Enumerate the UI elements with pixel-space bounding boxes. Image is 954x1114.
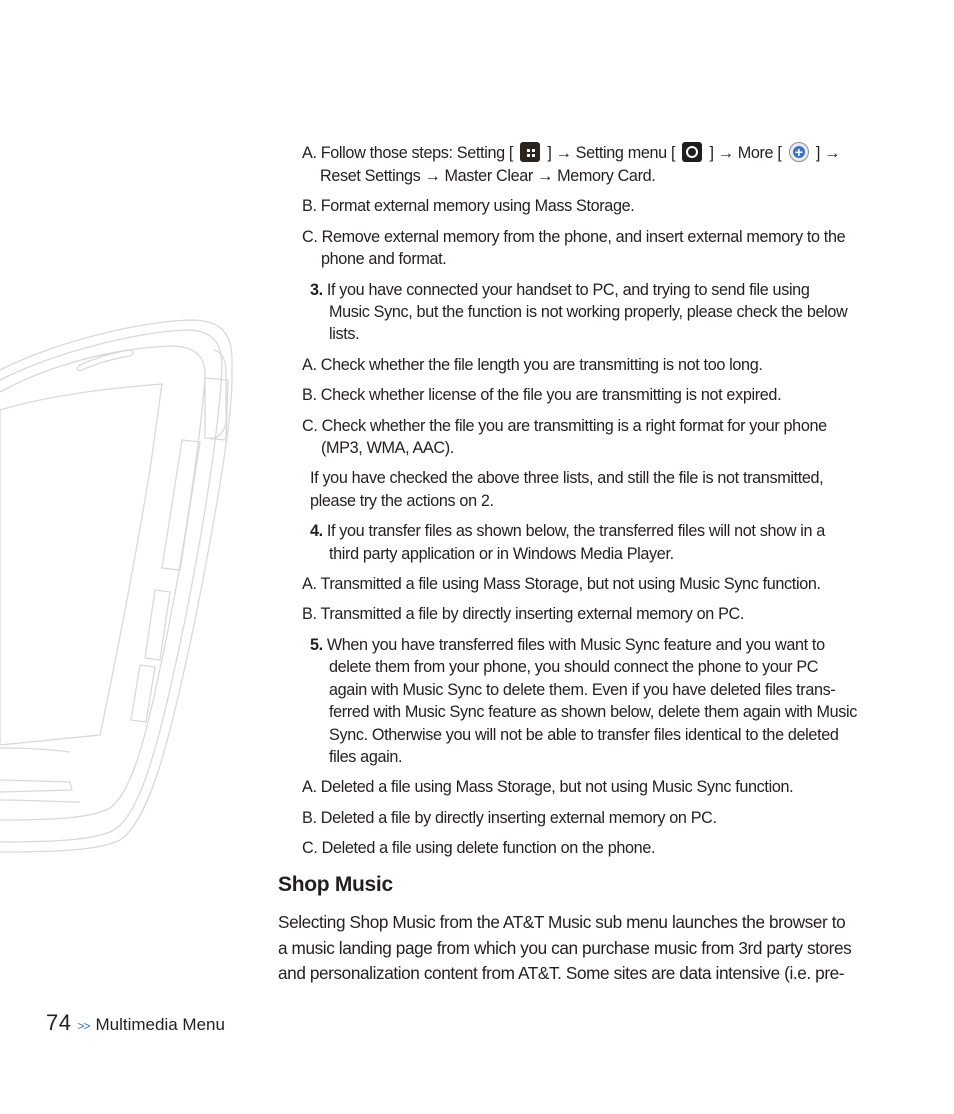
item-number: 5. xyxy=(310,636,323,654)
section-paragraph-line: and personalization content from AT&T. Some sites are data intensive (i.e. pre- xyxy=(278,963,845,983)
numbered-item-5-cont: files again. xyxy=(329,748,403,766)
more-plus-icon xyxy=(789,142,809,162)
item-text: If you have connected your handset to PC, and trying to send file using xyxy=(326,281,810,299)
item-text: If you transfer files as shown below, the transferred files will not show in a xyxy=(326,522,825,540)
note-text: If you have checked the above three lists, and still the file is not transmitted, xyxy=(310,469,824,487)
numbered-item-3-cont: lists. xyxy=(329,325,360,343)
section-heading: Shop Music xyxy=(278,873,393,896)
numbered-item-5 xyxy=(310,634,825,656)
item-text: When you have transferred files with Music Sync feature and you want to xyxy=(326,636,825,654)
page-number: 74 xyxy=(46,1010,72,1035)
section-paragraph-line: Selecting Shop Music from the AT&T Music sub menu launches the browser to xyxy=(278,912,846,932)
list-item-b1: B. Format external memory using Mass Storage. xyxy=(302,197,635,215)
list-item-a1-cont: Reset Settings → Master Clear → Memory Card. xyxy=(320,167,656,185)
list-item-c3-cont: (MP3, WMA, AAC). xyxy=(321,439,454,457)
numbered-item-5-cont: delete them from your phone, you should connect the phone to your PC xyxy=(329,658,819,676)
phone-outline-illustration xyxy=(0,0,260,900)
list-item-c1: C. Remove external memory from the phone, and insert external memory to the xyxy=(302,228,846,246)
step-a1-end: ] → xyxy=(815,144,840,162)
list-item-a1 xyxy=(302,142,840,164)
numbered-item-5-cont: Sync. Otherwise you will not be able to transfer files identical to the deleted xyxy=(329,726,839,744)
numbered-item-3-cont: Music Sync, but the function is not working properly, please check the below xyxy=(329,303,848,321)
numbered-item-4 xyxy=(310,520,825,542)
settings-menu-icon xyxy=(682,142,702,162)
list-item-a5: A. Deleted a file using Mass Storage, but not using Music Sync function. xyxy=(302,778,794,796)
numbered-item-4-cont: third party application or in Windows Media Player. xyxy=(329,545,674,563)
list-item-b3: B. Check whether license of the file you are transmitting is not expired. xyxy=(302,386,782,404)
chevron-icon: >> xyxy=(77,1019,90,1033)
numbered-item-3 xyxy=(310,279,810,301)
list-item-c3: C. Check whether the file you are transmitting is a right format for your phone xyxy=(302,417,827,435)
step-a1-setting-menu: ] → Setting menu [ xyxy=(547,144,676,162)
list-item-c1-cont: phone and format. xyxy=(321,250,447,268)
numbered-item-5-cont: ferred with Music Sync feature as shown below, delete them again with Music xyxy=(329,703,857,721)
footer-section-title: Multimedia Menu xyxy=(95,1015,225,1034)
item-number: 3. xyxy=(310,281,323,299)
list-item-b5: B. Deleted a file by directly inserting external memory on PC. xyxy=(302,809,717,827)
step-a1-start: A. Follow those steps: Setting [ xyxy=(302,144,514,162)
step-a1-more: ] → More [ xyxy=(709,144,782,162)
section-paragraph-line: a music landing page from which you can purchase music from 3rd party stores xyxy=(278,938,852,958)
list-item-a3: A. Check whether the file length you are transmitting is not too long. xyxy=(302,356,763,374)
setting-grid-icon xyxy=(520,142,540,162)
list-item-a4: A. Transmitted a file using Mass Storage, but not using Music Sync function. xyxy=(302,575,821,593)
item-number: 4. xyxy=(310,522,323,540)
list-item-b4: B. Transmitted a file by directly inserting external memory on PC. xyxy=(302,605,745,623)
numbered-item-5-cont: again with Music Sync to delete them. Even if you have deleted files trans- xyxy=(329,681,836,699)
page-footer xyxy=(46,1010,225,1036)
note-text-cont: please try the actions on 2. xyxy=(310,492,494,510)
list-item-c5: C. Deleted a file using delete function on the phone. xyxy=(302,839,656,857)
